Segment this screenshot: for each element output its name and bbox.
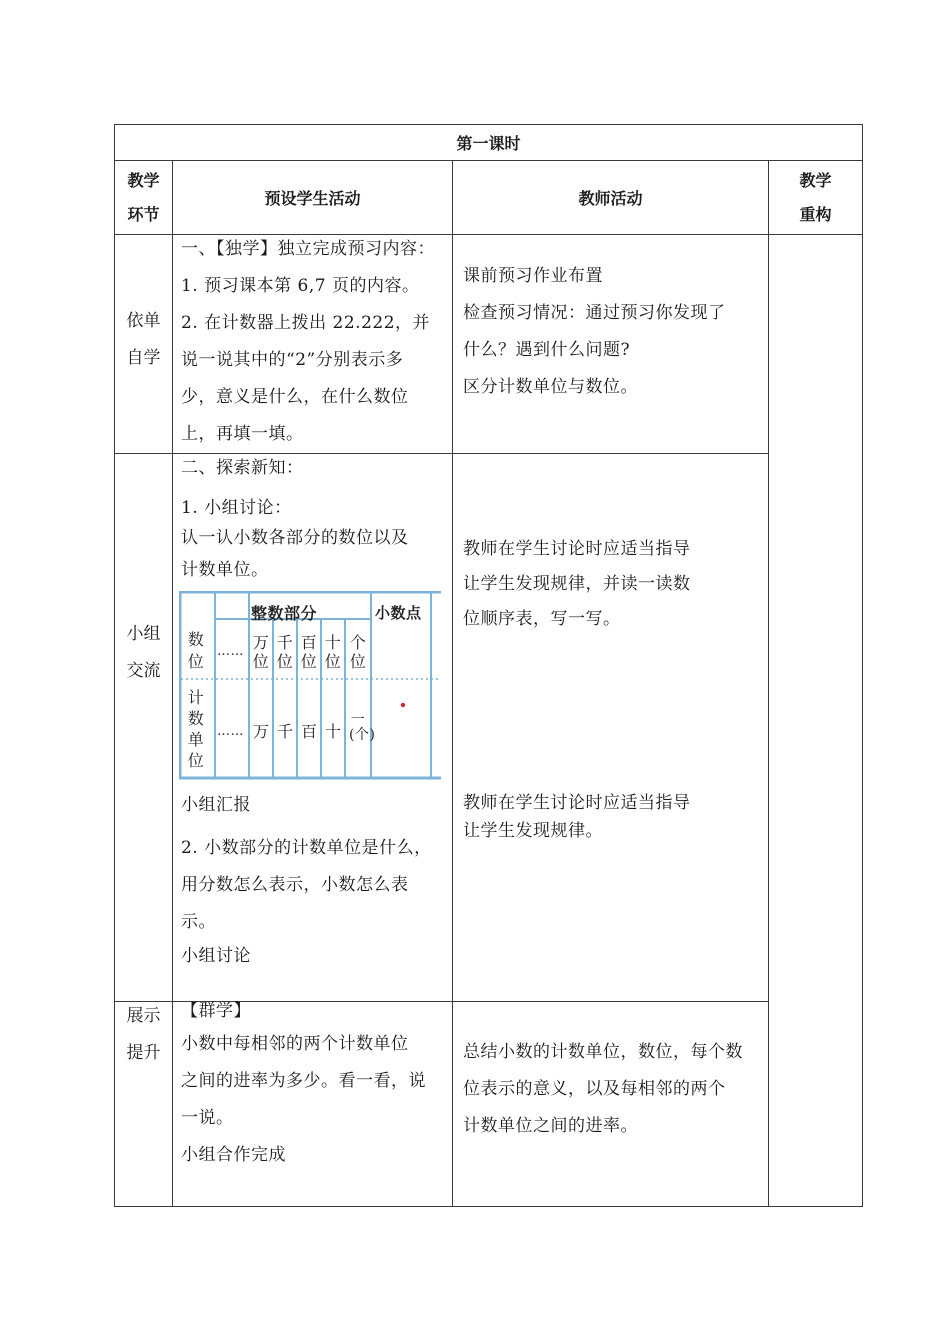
place-tens: 十位 xyxy=(324,633,342,671)
text-line: 让学生发现规律，并读一读数 xyxy=(463,574,691,594)
stage-show-improve xyxy=(115,1002,173,1207)
place-ones: 个位 xyxy=(349,633,367,671)
text-line: 一、【独学】独立完成预习内容： xyxy=(181,239,435,259)
integer-part-header: 整数部分 xyxy=(251,604,318,623)
text-line: 总结小数的计数单位，数位，每个数 xyxy=(463,1042,743,1062)
text-line: 用分数怎么表示，小数怎么表 xyxy=(181,875,409,895)
place-value-chart xyxy=(179,591,441,781)
text-line: 1. 小组讨论： xyxy=(181,498,292,518)
text-line: 教师在学生讨论时应适当指导 xyxy=(463,793,691,813)
stage-label-line1: 展示 xyxy=(126,1006,161,1026)
text-line: 二、探索新知： xyxy=(181,458,304,478)
text-line: 少，意义是什么，在什么数位 xyxy=(181,387,409,407)
text-line: 认一认小数各部分的数位以及 xyxy=(181,528,409,548)
header-reform xyxy=(769,161,863,235)
header-reform-line1: 教学 xyxy=(799,170,832,190)
lesson-plan-table xyxy=(114,124,863,1207)
row-label-unit: 计数单位 xyxy=(187,688,205,770)
place-ten-thousands: 万位 xyxy=(252,633,270,671)
text-line: 课前预习作业布置 xyxy=(463,266,603,286)
stage-label-line2: 交流 xyxy=(126,661,161,681)
stage-group-exchange xyxy=(115,454,173,1002)
student-activity-group-exchange xyxy=(173,454,453,1002)
stage-label-line1: 小组 xyxy=(126,624,161,644)
stage-label-line1: 依单 xyxy=(126,311,161,331)
text-line: 计数单位之间的进率。 xyxy=(463,1116,638,1136)
text-line: 计数单位。 xyxy=(181,560,269,580)
text-line: 2. 在计数器上拨出 22.222，并 xyxy=(181,313,431,333)
text-line: 一说。 xyxy=(181,1108,234,1128)
stage-self-study xyxy=(115,235,173,454)
text-line: 小组讨论 xyxy=(181,946,251,966)
text-line: 【群学】 xyxy=(181,1001,251,1021)
header-stage-line1: 教学 xyxy=(127,170,160,190)
text-line: 之间的进率为多少。看一看，说 xyxy=(181,1071,426,1091)
unit-thousand: 千 xyxy=(277,722,294,741)
text-line: 说一说其中的“2”分别表示多 xyxy=(181,350,404,370)
unit-ten-thousand: 万 xyxy=(253,722,270,741)
row-label-place: 数位 xyxy=(187,630,205,671)
unit-ten: 十 xyxy=(325,722,342,741)
text-line: 让学生发现规律。 xyxy=(463,821,603,841)
teacher-activity-self-study xyxy=(453,235,769,454)
decimal-point-header: 小数点 xyxy=(375,604,422,622)
text-line: 小数中每相邻的两个计数单位 xyxy=(181,1034,409,1054)
lesson-title: 第一课时 xyxy=(115,125,863,161)
stage-label-line2: 自学 xyxy=(126,348,161,368)
header-student-activity: 预设学生活动 xyxy=(173,161,453,235)
text-line: 示。 xyxy=(181,912,216,932)
header-reform-line2: 重构 xyxy=(799,204,832,224)
teacher-activity-show-improve xyxy=(453,1002,769,1207)
reform-column xyxy=(769,235,863,1207)
unit-hundred: 百 xyxy=(301,722,318,741)
text-line: 什么？遇到什么问题? xyxy=(463,340,631,360)
text-line: 位表示的意义，以及每相邻的两个 xyxy=(463,1079,726,1099)
header-teacher-activity: 教师活动 xyxy=(453,161,769,235)
text-line: 位顺序表，写一写。 xyxy=(463,609,621,629)
ellipsis-place: …… xyxy=(217,644,244,659)
text-line: 教师在学生讨论时应适当指导 xyxy=(463,539,691,559)
text-line: 1. 预习课本第 6,7 页的内容。 xyxy=(181,276,420,296)
text-line: 小组合作完成 xyxy=(181,1145,286,1165)
text-line: 小组汇报 xyxy=(181,795,251,815)
ellipsis-unit: …… xyxy=(217,724,244,739)
header-stage-line2: 环节 xyxy=(127,204,160,224)
place-thousands: 千位 xyxy=(276,633,294,671)
unit-one: 一(个) xyxy=(349,712,376,743)
text-line: 上，再填一填。 xyxy=(181,424,304,444)
text-line: 2. 小数部分的计数单位是什么， xyxy=(181,838,432,858)
text-line: 区分计数单位与数位。 xyxy=(463,377,638,397)
student-activity-show-improve xyxy=(173,1002,453,1207)
stage-label-line2: 提升 xyxy=(126,1043,161,1063)
header-stage xyxy=(115,161,173,235)
place-hundreds: 百位 xyxy=(300,633,318,671)
student-activity-self-study xyxy=(173,235,453,454)
text-line: 检查预习情况：通过预习你发现了 xyxy=(463,303,726,323)
teacher-activity-group-exchange xyxy=(453,454,769,1002)
